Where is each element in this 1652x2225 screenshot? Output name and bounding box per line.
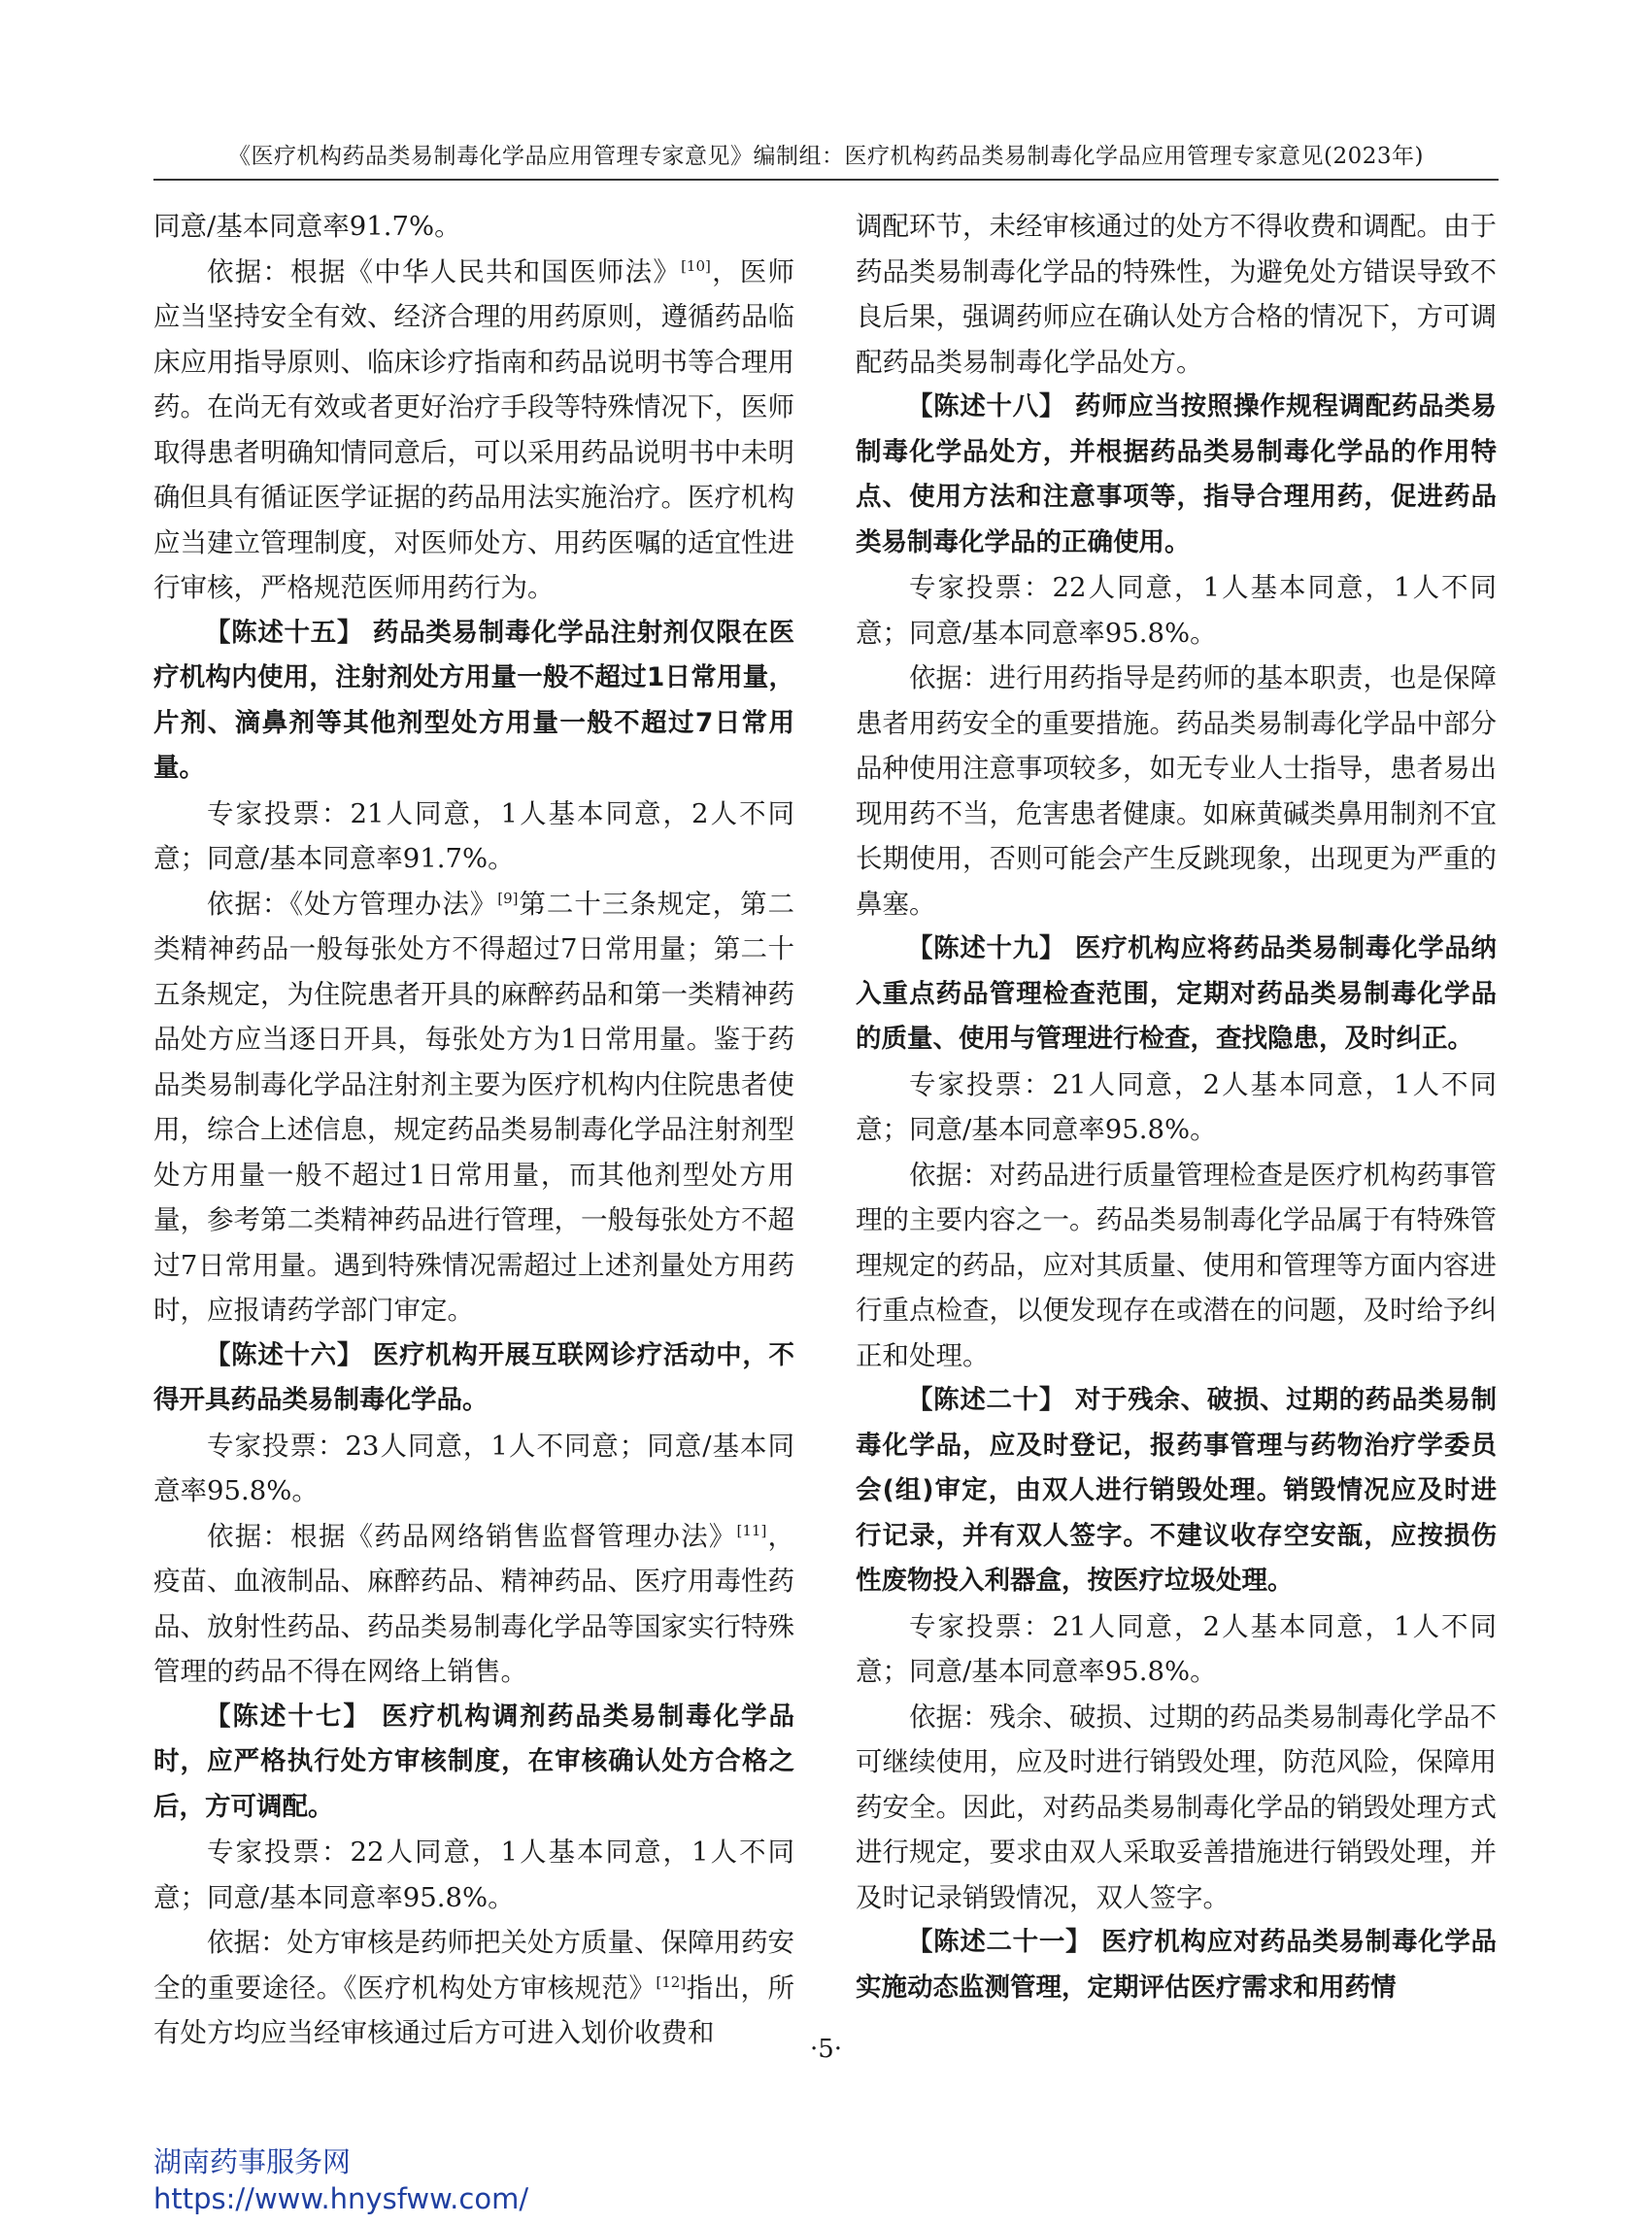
watermark-site-name: 湖南药事服务网 <box>153 2145 352 2178</box>
citation-ref: [9] <box>497 889 519 907</box>
basis-20: 依据：残余、破损、过期的药品类易制毒化学品不可继续使用，应及时进行销毁处理，防范风险，保障用药安全。因此，对药品类易制毒化学品的销毁处理方式进行规定，要求由双人采取妥善措施进行销毁处理，并及时记录销毁情况，双人签字。 <box>856 1701 1497 1913</box>
expert-vote-17: 专家投票：22人同意，1人基本同意，1人不同意；同意/基本同意率95.8%。 <box>153 1837 794 1913</box>
expert-vote-16: 专家投票：23人同意，1人不同意；同意/基本同意率95.8%。 <box>153 1430 794 1506</box>
basis-17-continued: 调配环节，未经审核通过的处方不得收费和调配。由于药品类易制毒化学品的特殊性，为避免处方错误导致不良后果，强调药师应在确认处方合格的情况下，方可调配药品类易制毒化学品处方。 <box>856 211 1497 378</box>
right-column <box>856 204 1497 2010</box>
expert-vote-19: 专家投票：21人同意，2人基本同意，1人不同意；同意/基本同意率95.8%。 <box>856 1068 1497 1145</box>
left-column <box>153 204 794 2056</box>
basis-18: 依据：进行用药指导是药师的基本职责，也是保障患者用药安全的重要措施。药品类易制毒化学品中部分品种使用注意事项较多，如无专业人士指导，患者易出现用药不当，危害患者健康。如麻黄碱类鼻用制剂不宜长期使用，否则可能会产生反跳现象，出现更为严重的鼻塞。 <box>856 662 1497 920</box>
statement-17: 【陈述十七】 医疗机构调剂药品类易制毒化学品时，应严格执行处方审核制度，在审核确认处方合格之后，方可调配。 <box>153 1701 794 1822</box>
watermark-url[interactable]: https://www.hnysfww.com/ <box>153 2182 529 2215</box>
statement-20: 【陈述二十】 对于残余、破损、过期的药品类易制毒化学品，应及时登记，报药事管理与药物治疗学委员会(组)审定，由双人进行销毁处理。销毁情况应及时进行记录，并有双人签字。不建议收存空安瓿，应按损伤性废物投入利器盒，按医疗垃圾处理。 <box>856 1385 1497 1596</box>
statement-21: 【陈述二十一】 医疗机构应对药品类易制毒化学品实施动态监测管理，定期评估医疗需求和用药情 <box>856 1927 1497 2003</box>
citation-ref: [10] <box>681 256 711 275</box>
continued-vote-text: 同意/基本同意率91.7%。 <box>153 211 461 242</box>
basis-15: 依据：《处方管理办法》[9]第二十三条规定，第二类精神药品一般每张处方不得超过7日常用量；第二十五条规定，为住院患者开具的麻醉药品和第一类精神药品处方应当逐日开具，每张处方为1日常用量。鉴于药品类易制毒化学品注射剂主要为医疗机构内住院患者使用，综合上述信息，规定药品类易制毒化学品注射剂型处方用量一般不超过1日常用量，而其他剂型处方用量，参考第二类精神药品进行管理，一般每张处方不超过7日常用量。遇到特殊情况需超过上述剂量处方用药时，应报请药学部门审定。 <box>153 888 795 1326</box>
page-number: ·5· <box>809 2035 843 2064</box>
basis-16: 依据：根据《药品网络销售监督管理办法》[11]，疫苗、血液制品、麻醉药品、精神药品、医疗用毒性药品、放射性药品、药品类易制毒化学品等国家实行特殊管理的药品不得在网络上销售。 <box>153 1520 795 1687</box>
statement-16: 【陈述十六】 医疗机构开展互联网诊疗活动中，不得开具药品类易制毒化学品。 <box>153 1339 794 1415</box>
expert-vote-15: 专家投票：21人同意，1人基本同意，2人不同意；同意/基本同意率91.7%。 <box>153 797 794 874</box>
basis-19: 依据：对药品进行质量管理检查是医疗机构药事管理的主要内容之一。药品类易制毒化学品属于有特殊管理规定的药品，应对其质量、使用和管理等方面内容进行重点检查，以便发现存在或潜在的问题，及时给予纠正和处理。 <box>856 1159 1497 1371</box>
statement-18: 【陈述十八】 药师应当按照操作规程调配药品类易制毒化学品处方，并根据药品类易制毒化学品的作用特点、使用方法和注意事项等，指导合理用药，促进药品类易制毒化学品的正确使用。 <box>856 391 1497 557</box>
statement-19: 【陈述十九】 医疗机构应将药品类易制毒化学品纳入重点药品管理检查范围，定期对药品类易制毒化学品的质量、使用与管理进行检查，查找隐患，及时纠正。 <box>856 933 1497 1054</box>
statement-15: 【陈述十五】 药品类易制毒化学品注射剂仅限在医疗机构内使用，注射剂处方用量一般不超过1日常用量，片剂、滴鼻剂等其他剂型处方用量一般不超过7日常用量。 <box>153 617 794 783</box>
expert-vote-20: 专家投票：21人同意，2人基本同意，1人不同意；同意/基本同意率95.8%。 <box>856 1610 1497 1687</box>
citation-ref: [12] <box>656 1972 687 1991</box>
basis-paragraph: 依据：根据《中华人民共和国医师法》[10]，医师应当坚持安全有效、经济合理的用药原则，遵循药品临床应用指导原则、临床诊疗指南和药品说明书等合理用药。在尚无有效或者更好治疗手段等特殊情况下，医师取得患者明确知情同意后，可以采用药品说明书中未明确但具有循证医学证据的药品用法实施治疗。医疗机构应当建立管理制度，对医师处方、用药医嘱的适宜性进行审核，严格规范医师用药行为。 <box>153 255 795 603</box>
running-header: 《医疗机构药品类易制毒化学品应用管理专家意见》编制组：医疗机构药品类易制毒化学品应用管理专家意见(2023年) <box>153 140 1499 181</box>
citation-ref: [11] <box>736 1521 767 1539</box>
basis-17: 依据：处方审核是药师把关处方质量、保障用药安全的重要途径。《医疗机构处方审核规范》[12]指出，所有处方均应当经审核通过后方可进入划价收费和 <box>153 1927 795 2048</box>
expert-vote-18: 专家投票：22人同意，1人基本同意，1人不同意；同意/基本同意率95.8%。 <box>856 572 1497 649</box>
